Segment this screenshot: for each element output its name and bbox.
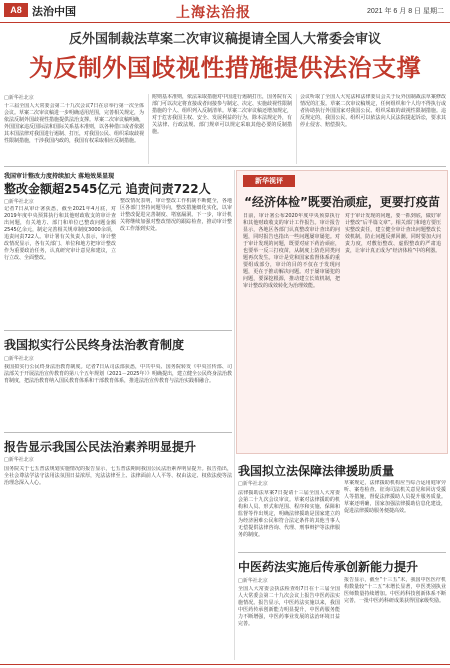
story2-byline: □新华社北京 (4, 199, 34, 205)
story4-body: 国务院关于七五普法规划实施情况的报告显示，七五普法期间我国公民法治素养明显提升。报告指出，全社会尊法学法守法用法氛围日益浓厚，宪法法律至上、法律面前人人平等、权由法定、权依法使等法治理念深入人心。 (4, 466, 232, 486)
column-divider (296, 94, 297, 164)
lead-byline: □新华社北京 (4, 95, 34, 101)
lead-headline: 为反制外国歧视性措施提供法治支撑 (29, 54, 421, 82)
story5-body-b: 草案规定，法律援助机构应当综合运用庭审旁听、案卷检查、征询司法机关意见和回访受援人等措施，督促法律援助人员提升服务质量。草案还明确，国家加强法律援助信息化建设，促进法律援助服务便捷高效。 (344, 480, 446, 514)
feature-body-b: 对于审计发现的问题，要一抓到底，做好审计整改“后半篇文章”。相关部门和地方要压实整改责任，建立健全审计查出问题整改长效机制，防止问题反弹回潮。同时要加大问责力度，对敷衍整改、虚假整改的严肃追责，让审计真正成为“经济体检”中的利器。 (345, 213, 441, 254)
feature-box (236, 170, 448, 454)
story6-body-b: 报告显示，截至“十三五”末，我国中医医疗机构数量较“十二五”末增长显著，中医类别执业医师数量持续增加。中医药科技创新体系不断完善，一批中医药科研成果获得国家级奖励。 (344, 577, 446, 604)
story6-body-a: 全国人大常委会执法检查组7日在十三届全国人大常委会第二十九次会议上报告中医药法实施情况。报告显示，中医药法实施以来，我国中医药传承创新能力明显提升，中医药服务能力不断增强，中医药事业发展的法治环境日益完善。 (238, 586, 340, 627)
section-divider (4, 432, 232, 433)
story2-subtitle: 整改金额超2545亿元 追责问责722人 (4, 182, 211, 196)
section-divider (4, 330, 232, 331)
newspaper-logo: 上海法治报 (176, 5, 251, 21)
feature-tag: 新华视评 (243, 175, 295, 187)
column-divider (234, 170, 235, 660)
story2-body: 记者7日从审计署获悉，截至2021年4月底，对2019年度中央预算执行和其他财政收支的审计查出问题，有关地方、部门和单位已整改问题金额2545亿余元，制定完善相关规章制度3000余项，追责问责722人。审计署有关负责人表示，审计整改情况显示，各有关部门、单位和地方把审计整改作为重要政治任务，认真研究审计意见和建议，立行立改、全面整改。 (4, 206, 116, 261)
lead-body-col1: 十三届全国人大常委会第二十九次会议7日在京举行第一次全体会议。草案二次审议稿进一步明确适用范围，完善相关规定，为依法反制外国歧视性措施提供法治支撑。草案二次审议稿明确，外国国家违反国际法和国际关系基本准则，以各种借口或者依据其本国法律对我国进行遏制、打压，对我国公民、组织采取歧视性限制措施，干涉我国内政的，我国有权采取相应反制措施。 (4, 103, 144, 144)
lead-subhead: 反外国制裁法草案二次审议稿提请全国人大常委会审议 (68, 32, 381, 47)
lead-body-col3: 会议听取了全国人大宪法和法律委员会关于反外国制裁法草案修改情况的汇报。草案二次审议稿规定，任何组织和个人均不得执行或者协助执行外国国家对我国公民、组织采取的歧视性限制措施。违反规定的，我国公民、组织可以依法向人民法院提起诉讼，要求其停止侵害、赔偿损失。 (300, 94, 446, 128)
story3-title: 我国拟实行公民终身法治教育制度 (4, 338, 185, 352)
story4-title: 报告显示我国公民法治素养明显提升 (4, 440, 197, 454)
story2-body-b: 整改情况表明，审计整改工作机制不断健全，各地区各部门坚持问题导向，整改措施细化实化，以审计整改促进完善制度、堵塞漏洞。下一步，审计机关将继续加强对整改情况的跟踪检查，推动审计整改工作落到实处。 (120, 198, 232, 232)
issue-date: 2021 年 6 月 8 日 星期二 (366, 8, 444, 15)
masthead (0, 0, 450, 23)
lead-body-col2: 附则基本准则，依法采取措施对中国进行遏制打压，国务院有关部门可以决定将直接或者间接参与制定、决定、实施歧视性限制措施的个人、组织列入反制清单。草案二次审议稿还增加规定，对于危害我国主权、安全、发展利益的行为，除本法规定外，有关法律、行政法规、部门规章可以规定采取其他必要的反制措施。 (152, 94, 292, 135)
bottom-rule (0, 664, 450, 665)
section-divider (238, 552, 446, 553)
story5-body-a: 法律援助法草案7日提请十三届全国人大常委会第二十九次会议审议。草案对法律援助的机构和人员、形式和范围、程序和实施、保障和监督等作出规定，明确法律援助是国家建立的为经济困难公民和符合法定条件的其他当事人无偿提供法律咨询、代理、刑事辩护等法律服务的制度。 (238, 490, 340, 538)
feature-title: “经济体检”既要治顽症，更要打疫苗 (244, 195, 440, 209)
story6-title: 中医药法实施后传承创新能力提升 (238, 560, 419, 574)
column-divider (148, 94, 149, 164)
section-divider (4, 166, 446, 167)
section-name: 法治中国 (32, 5, 76, 18)
story5-byline: □新华社北京 (238, 481, 268, 487)
story6-byline: □新华社北京 (238, 578, 268, 584)
story4-byline: □新华社北京 (4, 457, 34, 463)
story3-body: 我国拟实行公民终身法治教育制度。记者7日从司法部获悉，中共中央、国务院转发《中央宣传部、司法部关于开展法治宣传教育的第八个五年规划（2021－2025年）》明确提出，建立健全公民终身法治教育制度，把法治教育纳入国民教育体系和干部教育体系，推进法治宣传教育与法治实践相融合。 (4, 364, 232, 384)
story2-title: 我国审计整改力度持续加大 落地效果显现 (4, 173, 115, 180)
story5-title: 我国拟立法保障法律援助质量 (238, 464, 395, 478)
feature-body: 日前，审计署公布2020年度中央预算执行和其他财政收支的审计工作报告。审计报告显示，各地区各部门认真整改审计查出的问题，同时报告也指出一些问题屡审屡犯。对于审计发现的问题，既要对症下药治顽症，也要举一反三打疫苗，从制度上防范同类问题再次发生。审计是党和国家监督体系的重要组成部分，审计的目的不仅在于发现问题，更在于推动解决问题。对于屡审屡犯的问题，要深挖根源，推动建立长效机制，把审计整改的成效转化为治理效能。 (243, 213, 340, 289)
story3-byline: □新华社北京 (4, 356, 34, 362)
page-number: A8 (4, 3, 28, 17)
